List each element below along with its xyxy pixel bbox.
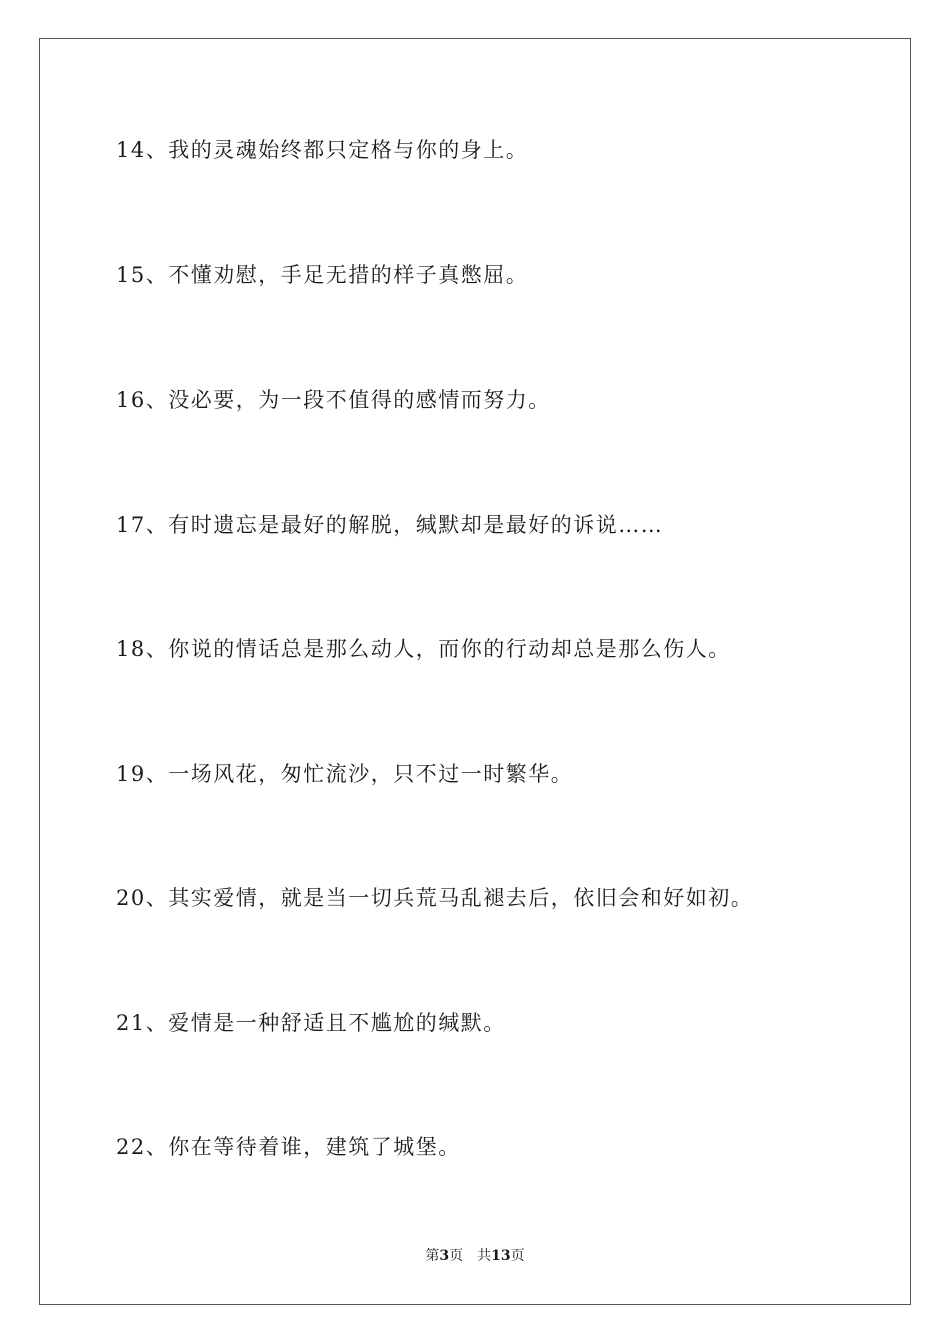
item-text: 你说的情话总是那么动人，而你的行动却总是那么伤人。 <box>168 637 731 661</box>
list-item <box>116 1134 461 1160</box>
item-number: 21 <box>116 1011 146 1035</box>
item-number: 16 <box>116 388 146 412</box>
item-text: 不懂劝慰，手足无措的样子真憋屈。 <box>168 263 529 287</box>
list-item <box>116 387 551 413</box>
item-text: 没必要，为一段不值得的感情而努力。 <box>168 388 551 412</box>
item-number: 15 <box>116 263 146 287</box>
item-number: 17 <box>116 513 146 537</box>
item-number: 18 <box>116 637 146 661</box>
item-separator: 、 <box>145 513 169 537</box>
list-item <box>116 1010 506 1036</box>
page-prefix: 第 <box>425 1248 440 1264</box>
item-text: 一场风花，匆忙流沙，只不过一时繁华。 <box>168 762 574 786</box>
total-prefix: 共 <box>477 1248 492 1264</box>
item-text: 其实爱情，就是当一切兵荒马乱褪去后，依旧会和好如初。 <box>168 886 754 910</box>
list-item <box>116 512 663 538</box>
list-item <box>116 885 753 911</box>
item-separator: 、 <box>145 886 169 910</box>
item-separator: 、 <box>145 1135 169 1159</box>
item-separator: 、 <box>145 388 169 412</box>
item-text: 我的灵魂始终都只定格与你的身上。 <box>168 138 529 162</box>
total-suffix: 页 <box>510 1248 525 1264</box>
current-page-number: 3 <box>439 1248 450 1264</box>
page-suffix: 页 <box>449 1248 464 1264</box>
item-number: 19 <box>116 762 146 786</box>
item-separator: 、 <box>145 762 169 786</box>
item-number: 20 <box>116 886 146 910</box>
item-separator: 、 <box>145 263 169 287</box>
list-item <box>116 636 731 662</box>
item-text: 有时遗忘是最好的解脱，缄默却是最好的诉说…… <box>168 513 664 537</box>
item-number: 22 <box>116 1135 146 1159</box>
item-text: 你在等待着谁，建筑了城堡。 <box>168 1135 461 1159</box>
list-item <box>116 262 528 288</box>
item-separator: 、 <box>145 637 169 661</box>
item-separator: 、 <box>145 1011 169 1035</box>
page-footer <box>0 1247 950 1265</box>
item-separator: 、 <box>145 138 169 162</box>
list-item <box>116 761 573 787</box>
total-page-count: 13 <box>491 1248 511 1264</box>
page-border <box>39 38 911 1305</box>
item-text: 爱情是一种舒适且不尴尬的缄默。 <box>168 1011 506 1035</box>
item-number: 14 <box>116 138 146 162</box>
list-item <box>116 137 528 163</box>
